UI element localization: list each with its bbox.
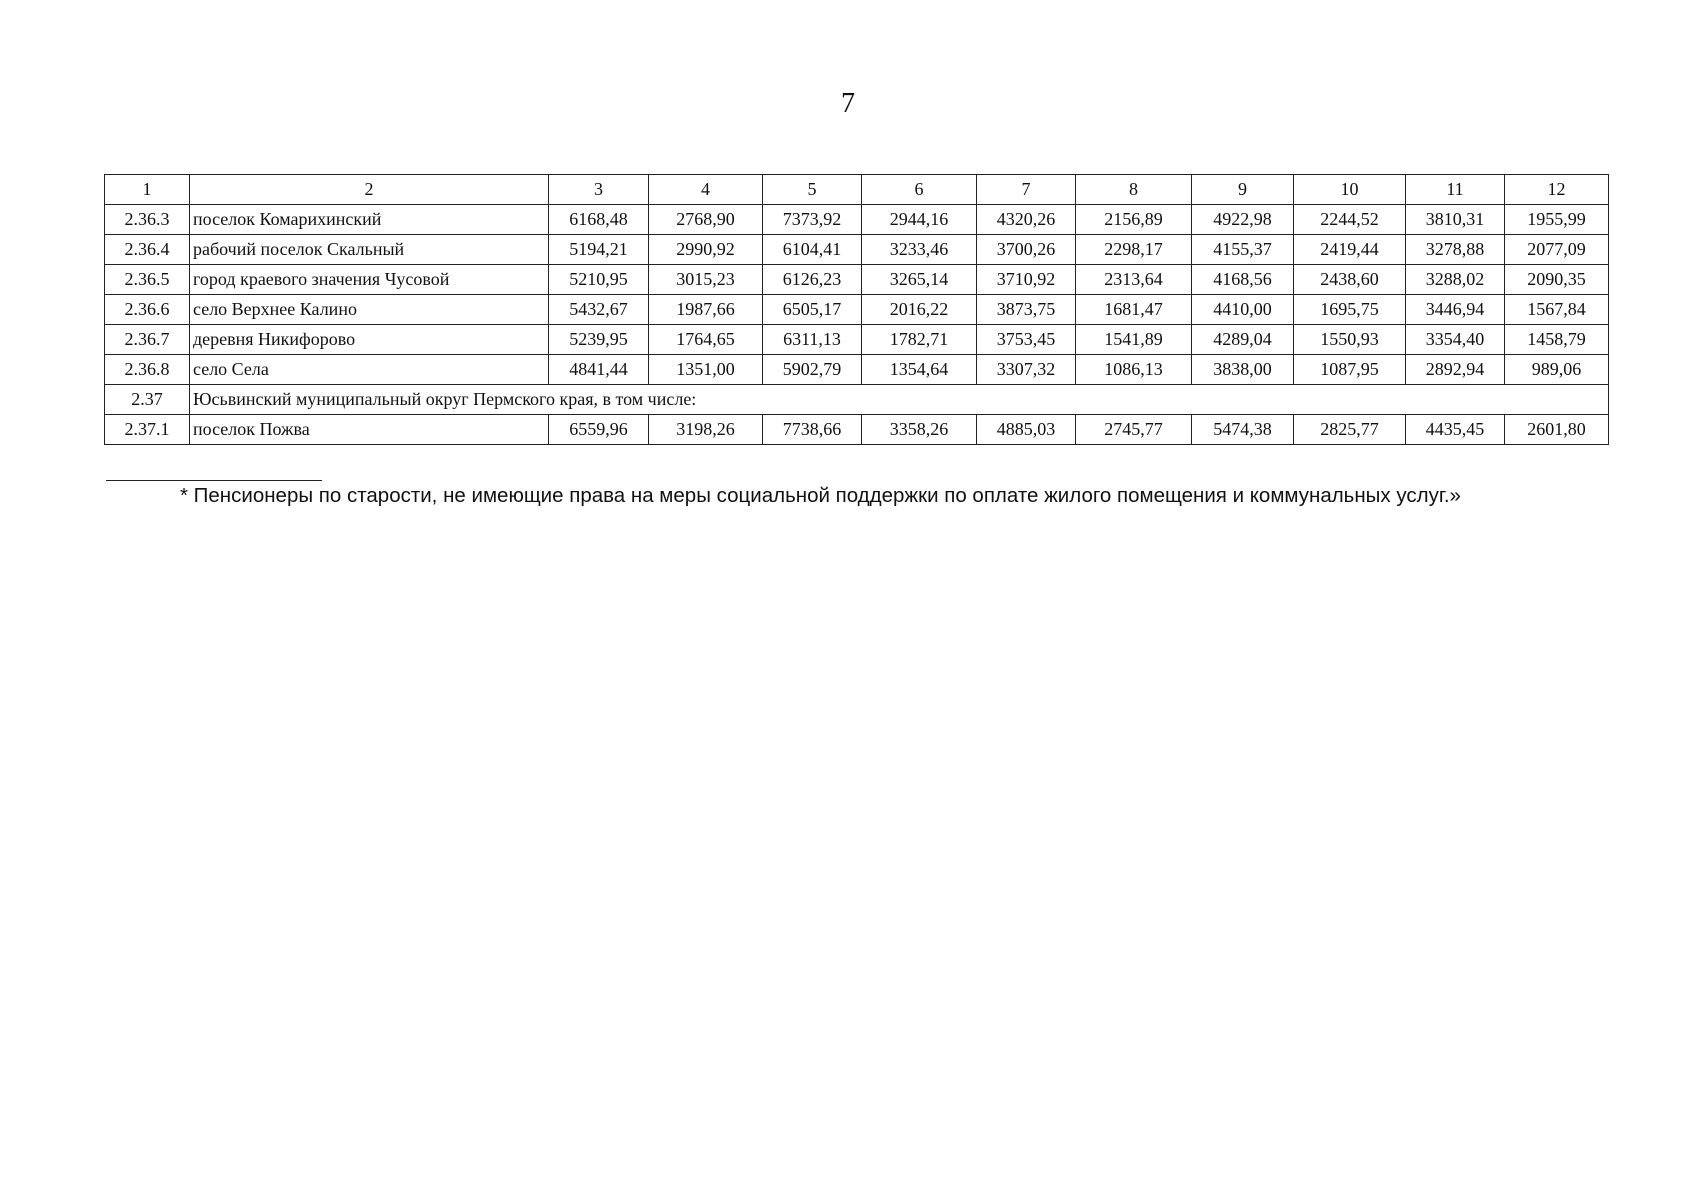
row-code: 2.37 <box>105 385 190 415</box>
value-cell: 4885,03 <box>977 415 1076 445</box>
value-cell: 5474,38 <box>1192 415 1294 445</box>
value-cell: 2768,90 <box>649 205 763 235</box>
value-cell: 7738,66 <box>763 415 862 445</box>
value-cell: 4841,44 <box>549 355 649 385</box>
value-cell: 1782,71 <box>862 325 977 355</box>
value-cell: 6168,48 <box>549 205 649 235</box>
value-cell: 3838,00 <box>1192 355 1294 385</box>
value-cell: 3288,02 <box>1406 265 1505 295</box>
value-cell: 2745,77 <box>1076 415 1192 445</box>
value-cell: 1695,75 <box>1294 295 1406 325</box>
value-cell: 2156,89 <box>1076 205 1192 235</box>
value-cell: 1550,93 <box>1294 325 1406 355</box>
row-code: 2.36.4 <box>105 235 190 265</box>
table-row <box>105 265 1609 295</box>
value-cell: 5210,95 <box>549 265 649 295</box>
value-cell: 6505,17 <box>763 295 862 325</box>
header-cell: 1 <box>105 175 190 205</box>
value-cell: 3015,23 <box>649 265 763 295</box>
row-name: село Села <box>190 355 549 385</box>
table-row <box>105 325 1609 355</box>
table-header-row <box>105 175 1609 205</box>
value-cell: 3265,14 <box>862 265 977 295</box>
row-code: 2.36.3 <box>105 205 190 235</box>
value-cell: 5239,95 <box>549 325 649 355</box>
row-name: поселок Пожва <box>190 415 549 445</box>
value-cell: 1987,66 <box>649 295 763 325</box>
value-cell: 2990,92 <box>649 235 763 265</box>
page-number: 7 <box>841 88 855 119</box>
value-cell: 4922,98 <box>1192 205 1294 235</box>
value-cell: 6559,96 <box>549 415 649 445</box>
table-row <box>105 415 1609 445</box>
header-cell: 5 <box>763 175 862 205</box>
value-cell: 3810,31 <box>1406 205 1505 235</box>
value-cell: 2601,80 <box>1505 415 1609 445</box>
value-cell: 2438,60 <box>1294 265 1406 295</box>
value-cell: 1567,84 <box>1505 295 1609 325</box>
value-cell: 4410,00 <box>1192 295 1294 325</box>
value-cell: 3278,88 <box>1406 235 1505 265</box>
value-cell: 2313,64 <box>1076 265 1192 295</box>
value-cell: 2892,94 <box>1406 355 1505 385</box>
value-cell: 3753,45 <box>977 325 1076 355</box>
value-cell: 5902,79 <box>763 355 862 385</box>
value-cell: 2090,35 <box>1505 265 1609 295</box>
row-name: деревня Никифорово <box>190 325 549 355</box>
value-cell: 5432,67 <box>549 295 649 325</box>
row-name: рабочий поселок Скальный <box>190 235 549 265</box>
value-cell: 4155,37 <box>1192 235 1294 265</box>
value-cell: 2825,77 <box>1294 415 1406 445</box>
value-cell: 3873,75 <box>977 295 1076 325</box>
table-row <box>105 295 1609 325</box>
value-cell: 5194,21 <box>549 235 649 265</box>
header-cell: 11 <box>1406 175 1505 205</box>
row-name: село Верхнее Калино <box>190 295 549 325</box>
row-code: 2.36.5 <box>105 265 190 295</box>
row-code: 2.36.6 <box>105 295 190 325</box>
header-cell: 4 <box>649 175 763 205</box>
row-name: город краевого значения Чусовой <box>190 265 549 295</box>
value-cell: 3446,94 <box>1406 295 1505 325</box>
value-cell: 1087,95 <box>1294 355 1406 385</box>
footnote-rule <box>106 480 322 481</box>
value-cell: 1764,65 <box>649 325 763 355</box>
row-name: Юсьвинский муниципальный округ Пермского края, в том числе: <box>190 385 1609 415</box>
value-cell: 2944,16 <box>862 205 977 235</box>
value-cell: 2244,52 <box>1294 205 1406 235</box>
value-cell: 1681,47 <box>1076 295 1192 325</box>
value-cell: 6311,13 <box>763 325 862 355</box>
value-cell: 3710,92 <box>977 265 1076 295</box>
header-cell: 7 <box>977 175 1076 205</box>
value-cell: 1458,79 <box>1505 325 1609 355</box>
value-cell: 6126,23 <box>763 265 862 295</box>
value-cell: 2077,09 <box>1505 235 1609 265</box>
value-cell: 7373,92 <box>763 205 862 235</box>
value-cell: 3358,26 <box>862 415 977 445</box>
value-cell: 1541,89 <box>1076 325 1192 355</box>
footnote-text: * Пенсионеры по старости, не имеющие права на меры социальной поддержки по оплате жилого помещения и коммунальных услуг.» <box>180 484 1461 507</box>
value-cell: 2419,44 <box>1294 235 1406 265</box>
value-cell: 989,06 <box>1505 355 1609 385</box>
value-cell: 2016,22 <box>862 295 977 325</box>
row-name: поселок Комарихинский <box>190 205 549 235</box>
value-cell: 4320,26 <box>977 205 1076 235</box>
header-cell: 9 <box>1192 175 1294 205</box>
value-cell: 4435,45 <box>1406 415 1505 445</box>
table-row <box>105 385 1609 415</box>
header-cell: 3 <box>549 175 649 205</box>
data-table <box>104 174 1609 445</box>
value-cell: 4168,56 <box>1192 265 1294 295</box>
table-row <box>105 235 1609 265</box>
value-cell: 1351,00 <box>649 355 763 385</box>
value-cell: 1086,13 <box>1076 355 1192 385</box>
table-body <box>105 175 1609 445</box>
value-cell: 3198,26 <box>649 415 763 445</box>
value-cell: 4289,04 <box>1192 325 1294 355</box>
value-cell: 2298,17 <box>1076 235 1192 265</box>
header-cell: 12 <box>1505 175 1609 205</box>
row-code: 2.36.8 <box>105 355 190 385</box>
value-cell: 6104,41 <box>763 235 862 265</box>
header-cell: 2 <box>190 175 549 205</box>
header-cell: 6 <box>862 175 977 205</box>
value-cell: 3233,46 <box>862 235 977 265</box>
row-code: 2.37.1 <box>105 415 190 445</box>
header-cell: 10 <box>1294 175 1406 205</box>
table-row <box>105 205 1609 235</box>
value-cell: 3307,32 <box>977 355 1076 385</box>
value-cell: 1354,64 <box>862 355 977 385</box>
row-code: 2.36.7 <box>105 325 190 355</box>
header-cell: 8 <box>1076 175 1192 205</box>
value-cell: 3700,26 <box>977 235 1076 265</box>
value-cell: 1955,99 <box>1505 205 1609 235</box>
table-row <box>105 355 1609 385</box>
value-cell: 3354,40 <box>1406 325 1505 355</box>
